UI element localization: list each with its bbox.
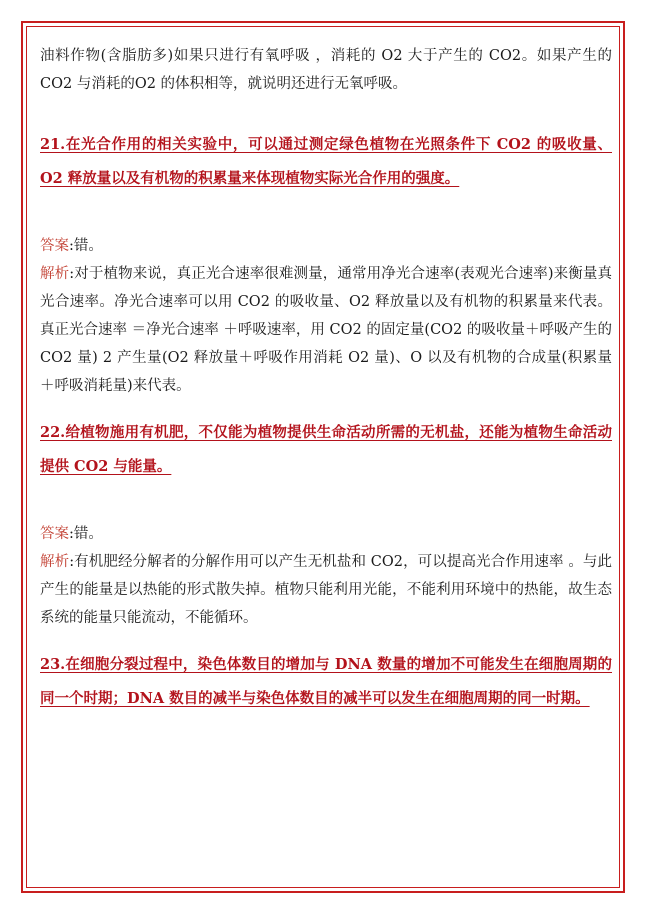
answer-21	[40, 232, 612, 260]
question-23: 23.在细胞分裂过程中，染色体数目的增加与 DNA 数量的增加不可能发生在细胞周期的同一个时期；DNA 数目的减半与染色体数目的减半可以发生在细胞周期的同一时期。	[40, 656, 612, 707]
analysis-text: :对于植物来说，真正光合速率很难测量，通常用净光合速率(表观光合速率)来衡量真光合速率。净光合速率可以用 CO2 的吸收量、O2 释放量以及有机物的积累量来代表。真正光合速率 ＝净光合速率 ＋呼吸速率，用 CO2 的固定量(CO2 的吸收量＋呼吸产生的 CO2 量) 2 产生量(O2 释放量＋呼吸作用消耗 O2 量)、O 以及有机物的合成量(积累量 ＋呼吸消耗量)来代表。	[40, 266, 613, 394]
analysis-label: 解析	[40, 554, 70, 570]
analysis-21	[40, 260, 612, 400]
answer-22	[40, 520, 612, 548]
answer-text: :错。	[69, 238, 103, 254]
document-body	[40, 42, 612, 716]
analysis-text: :有机肥经分解者的分解作用可以产生无机盐和 CO2，可以提高光合作用速率 。与此产生的能量是以热能的形式散失掉。植物只能利用光能，不能利用环境中的热能，故生态系统的能量只能流动，不能循环。	[40, 554, 613, 626]
answer-label: 答案	[40, 238, 69, 254]
analysis-label: 解析	[40, 266, 70, 282]
intro-paragraph: 油料作物(含脂肪多)如果只进行有氧呼吸 ，消耗的 O2 大于产生的 CO2。如果产生的 CO2 与消耗的O2 的体积相等，就说明还进行无氧呼吸。	[40, 48, 612, 92]
analysis-22	[40, 548, 612, 632]
answer-label: 答案	[40, 526, 69, 542]
answer-text: :错。	[69, 526, 103, 542]
question-21: 21.在光合作用的相关实验中，可以通过测定绿色植物在光照条件下 CO2 的吸收量、 O2 释放量以及有机物的积累量来体现植物实际光合作用的强度。	[40, 136, 612, 187]
question-22: 22.给植物施用有机肥，不仅能为植物提供生命活动所需的无机盐，还能为植物生命活动提供 CO2 与能量。	[40, 424, 612, 475]
